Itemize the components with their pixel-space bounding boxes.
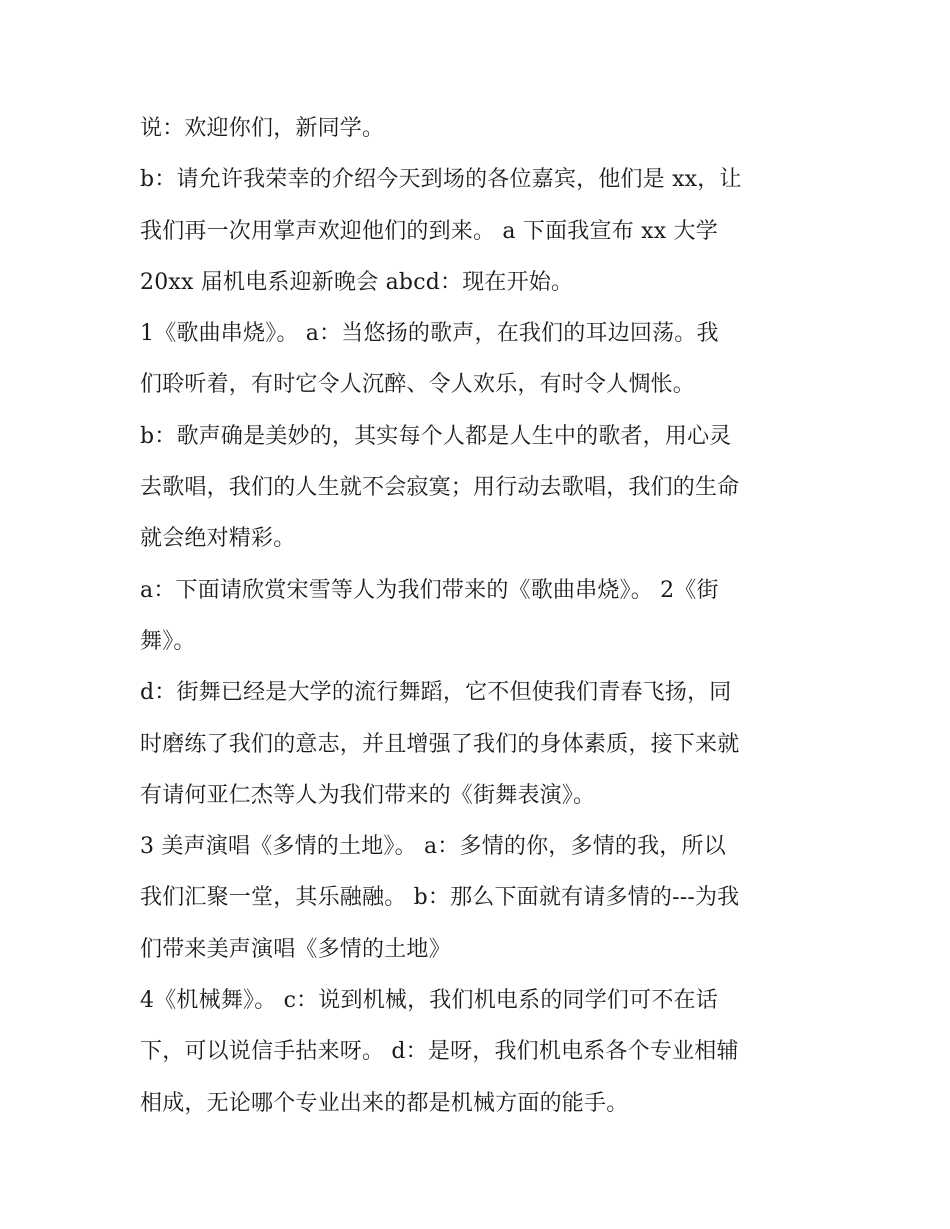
- text-line: 我们汇聚一堂，其乐融融。 b：那么下面就有请多情的---为我: [140, 885, 740, 911]
- text-line: 3 美声演唱《多情的土地》。 a：多情的你，多情的我，所以: [140, 834, 726, 860]
- text-line: 说：欢迎你们，新同学。: [140, 116, 385, 141]
- text-line: a：下面请欣赏宋雪等人为我们带来的《歌曲串烧》。 2《街: [140, 577, 719, 603]
- document-body: [140, 103, 820, 1129]
- text-line: b：歌声确是美妙的，其实每个人都是人生中的歌者，用心灵: [140, 423, 732, 449]
- text-line: d：街舞已经是大学的流行舞蹈，它不但使我们青春飞扬，同: [140, 680, 732, 706]
- text-line: 有请何亚仁杰等人为我们带来的《街舞表演》。: [140, 782, 596, 808]
- text-line: 舞》。: [140, 628, 196, 654]
- text-line: 时磨练了我们的意志，并且增强了我们的身体素质，接下来就: [140, 731, 740, 757]
- text-line: 20xx 届机电系迎新晚会 abcd：现在开始。: [140, 269, 574, 295]
- text-line: 我们再一次用掌声欢迎他们的到来。 a 下面我宣布 xx 大学: [140, 218, 718, 244]
- text-line: 去歌唱，我们的人生就不会寂寞；用行动去歌唱，我们的生命: [140, 475, 740, 501]
- text-line: 1《歌曲串烧》。 a：当悠扬的歌声，在我们的耳边回荡。我: [140, 321, 719, 347]
- text-line: 就会绝对精彩。: [140, 526, 296, 552]
- text-line: b：请允许我荣幸的介绍今天到场的各位嘉宾，他们是 xx，让: [140, 167, 742, 193]
- text-line: 们带来美声演唱《多情的土地》: [140, 936, 451, 962]
- text-line: 相成，无论哪个专业出来的都是机械方面的能手。: [140, 1090, 629, 1116]
- text-line: 下，可以说信手拈来呀。 d：是呀，我们机电系各个专业相辅: [140, 1039, 739, 1065]
- text-line: 们聆听着，有时它令人沉醉、令人欢乐，有时令人惆怅。: [140, 372, 696, 398]
- text-line: 4《机械舞》。 c：说到机械，我们机电系的同学们可不在话: [140, 988, 718, 1014]
